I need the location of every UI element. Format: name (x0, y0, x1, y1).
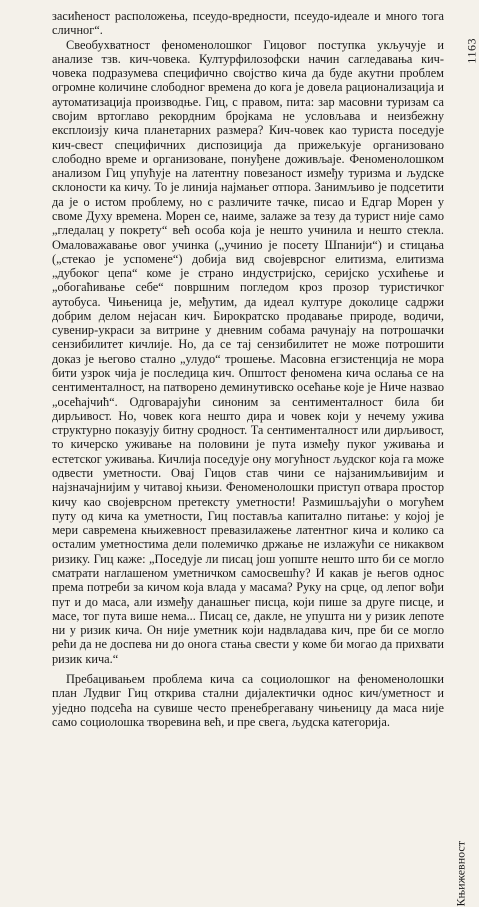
paragraph-main: Свеобухватност феноменолошког Гицовог поступка укључује и анализе тзв. кич-човека. Културфилозофски начин сагледавања кич-човека подразумева специфично својство кича да буде акутни проблем огромне количине слободног времена до кога је довела рационализација и аутоматизација производње. Гиц, с правом, пита: зар масовни туризам са својим вртоглаво рекордним бројкама не условљава и неизбежну експлоизју кича планетарних размера? Кич-човек као туриста поседује кич-свест специфичних диспозиција да прижељкује организовано слободно време и организоване, понуђене доживљаје. Феноменолошком анализом Гиц упућује на латентну повезаност између туризма и људске склоности ка кичу. То је линија најмањег отпора. Занимљиво је подсетити да је о истом проблему, но с различите тачке, писао и Едгар Морен у своме Духу времена. Морен се, наиме, залаже за тезу да турист није само „гледалац у покрету“ већ особа која је нешто учинила и нешто стекла. Омаловажавање овог учинка („учинио је посету Шпанији“) и стицања („стекао је успомене“) добија вид својеврсног елитизма, елитизма „дубоког цепа“ коме је страно индустријско, серијско усхићење и „обогаћивање себе“ површним погледом кроз прозор туристичког аутобуса. Чињеница је, међутим, да идеал културе доколице садржи добрим делом нејасан кич. Бирократско продавање природе, водичи, сувенир-украси за витрине у дневним собама рачунају на потрошачки сензибилитет кичлије. Но, да се тај сензибилитет не може потрошити доказ је његово стално „улудо“ трошење. Масовна егзистенција не мора бити узрок чија је последица кич. Општост феномена кича ослања се на сентименталност, на патворено деминутивско осећање које је Ниче назвао „осећајчић“. Одговарајући синоним за сентименталност била би дирљивост. Но, човек кога нешто дира и човек који у нечему ужива структурно показују битну сродност. Та сентименталност или дирљивост, то кичерско уживање на половини је пута између пуког уживања и естетског уживања. Кичлија поседује ону могућност људског која га може одвести уметности. Овај Гицов став чини се најзанимљивијим и најзначајнијим у читавој књизи. Феноменолошки приступ отвара простор кичу као својеврсном претексту уметности! Размишљајући о могућем путу од кича ка уметности, Гиц поставља капитално питање: у којој је мери савремена књижевност превазилажење латентног кича и колико са осталим уметностима дели полемичко држање не излажући се никаквом ризику. Гиц каже: „Поседује ли писац још уопште нешто што би се могло сматрати наглашеном уметничком самосвешћу? И какав је његов однос према потреби за кичом која влада у масама? Руку на срце, од лепог вођи пут и до маса, али између данашњег писца, који пише за друге писце, и масе, тог пута више нема... Писац се, дакле, не упушта ни у ризик лепоте ни у ризик кича. Он није уметник који надвладава кич, пре би се могло рећи да не доспева ни до онога стања свести у коме би могао да прихвати ризик кича.“ (52, 37, 444, 666)
running-head: Књижевност (454, 841, 468, 907)
article-body (52, 9, 444, 729)
paragraph-closing: Пребацивањем проблема кича са социолошког на феноменолошки план Лудвиг Гиц открива стални дијалектички однос кич/уметност и уједно подсећа на сувише често пренебрегавану чињеницу да маса није само социолошка творевина већ, и пре свега, људска категорија. (52, 671, 444, 729)
paragraph-continuation: засићеност расположења, псеудо-вредности, псеудо-идеале и много тога сличног“. (52, 9, 444, 38)
page-number: 1163 (465, 38, 479, 64)
